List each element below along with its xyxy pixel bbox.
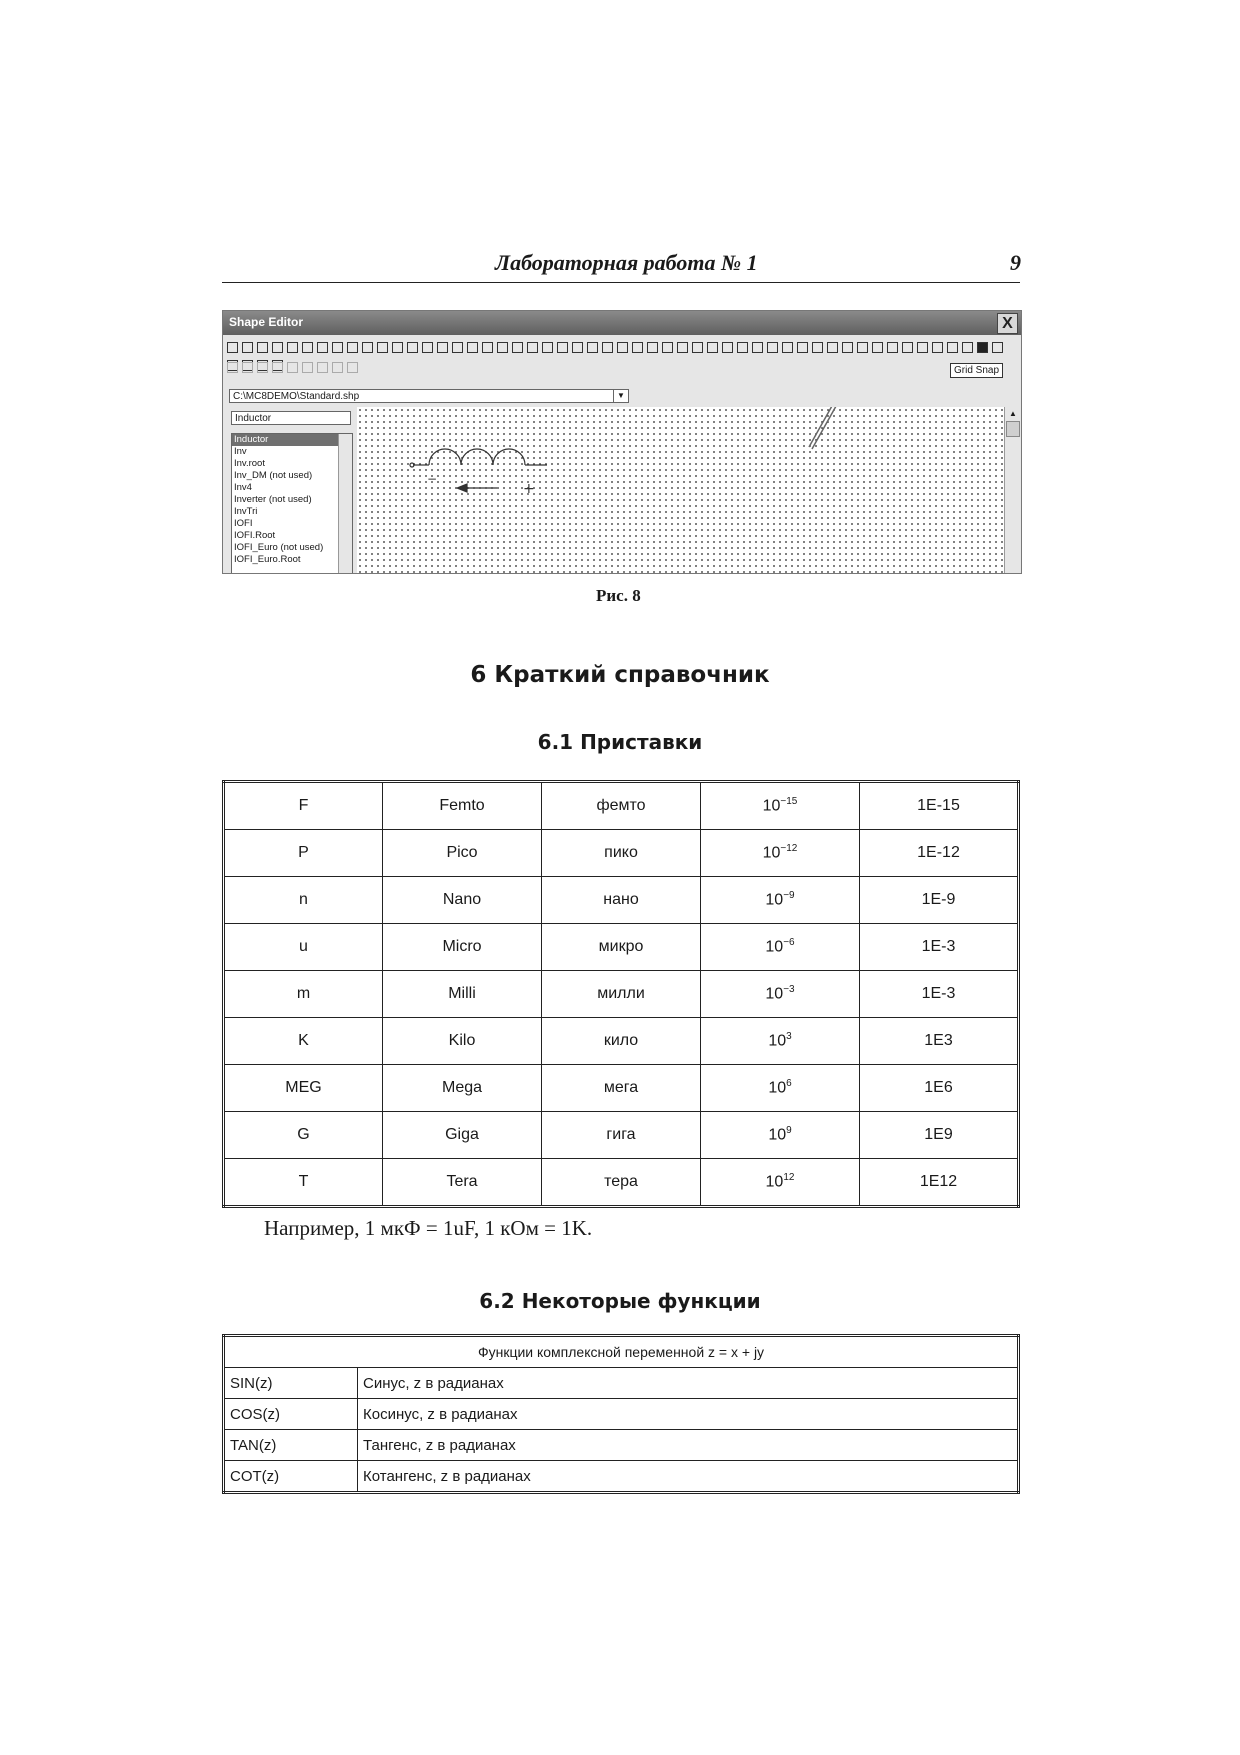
toolbar-tool-icon[interactable] [812, 342, 823, 353]
toolbar-tool-icon[interactable] [527, 342, 538, 353]
prefix-symbol: P [224, 830, 383, 877]
prefix-name: Mega [383, 1065, 542, 1112]
toolbar-tool-icon[interactable] [647, 342, 658, 353]
table-row [224, 1461, 1019, 1493]
prefix-ru: мега [542, 1065, 701, 1112]
power-base: 10 [768, 1032, 787, 1050]
toolbar-tool-icon[interactable] [227, 342, 238, 353]
toolbar-tool-icon[interactable] [782, 342, 793, 353]
toolbar-tool-icon[interactable] [632, 342, 643, 353]
function-name: TAN(z) [224, 1430, 358, 1461]
power-exponent: 12 [783, 1172, 795, 1184]
prefix-sci: 1E-12 [860, 830, 1019, 877]
shape-list-item[interactable]: IOFI_Euro.Root [234, 554, 301, 565]
prefix-power [701, 971, 860, 1018]
toolbar-tool-icon[interactable] [887, 342, 898, 353]
toolbar-tool-icon[interactable] [662, 342, 673, 353]
pin-minus-label: − [427, 472, 438, 486]
shape-list-item[interactable]: Inv.root [234, 458, 265, 469]
toolbar-tool-icon[interactable] [947, 342, 958, 353]
toolbar-tool-icon[interactable] [722, 342, 733, 353]
prefix-name: Milli [383, 971, 542, 1018]
scroll-thumb[interactable] [1006, 421, 1020, 437]
page-number: 9 [1010, 250, 1021, 275]
toolbar-tool-icon[interactable] [677, 342, 688, 353]
prefix-name: Kilo [383, 1018, 542, 1065]
power-exponent: −9 [783, 890, 795, 902]
toolbar-tool-icon[interactable] [692, 342, 703, 353]
toolbar-tool-icon[interactable] [512, 342, 523, 353]
toolbar-tool-icon[interactable] [347, 362, 358, 373]
power-exponent: 6 [786, 1078, 792, 1090]
toolbar-tool-icon[interactable] [392, 342, 403, 353]
list-scrollbar[interactable] [338, 434, 352, 574]
prefix-symbol: MEG [224, 1065, 383, 1112]
prefix-power [701, 924, 860, 971]
prefix-ru: кило [542, 1018, 701, 1065]
shape-file-path: C:\MC8DEMO\Standard.shp [233, 391, 360, 402]
prefix-sci: 1E-3 [860, 924, 1019, 971]
toolbar-tool-icon[interactable] [302, 362, 313, 373]
prefix-sci: 1E6 [860, 1065, 1019, 1112]
power-exponent: −12 [780, 843, 798, 855]
prefix-ru: пико [542, 830, 701, 877]
toolbar-tool-icon[interactable] [347, 342, 358, 353]
toolbar-tool-icon[interactable] [332, 362, 343, 373]
toolbar-tool-icon[interactable] [377, 342, 388, 353]
shape-list-item[interactable]: Inv [234, 446, 247, 457]
figure-caption: Рис. 8 [596, 586, 641, 605]
table-row [224, 1112, 1019, 1159]
shape-list-item[interactable]: IOFI_Euro (not used) [234, 542, 324, 553]
table-row [224, 877, 1019, 924]
grid-snap-tooltip: Grid Snap [950, 363, 1003, 378]
toolbar-tool-icon[interactable] [287, 362, 298, 373]
power-exponent: 3 [786, 1031, 792, 1043]
toolbar-tool-icon[interactable] [977, 342, 988, 353]
prefix-name: Tera [383, 1159, 542, 1207]
window-title: Shape Editor [229, 315, 304, 329]
toolbar-tool-icon[interactable] [497, 342, 508, 353]
prefix-power [701, 1159, 860, 1207]
toolbar-tool-icon[interactable] [707, 342, 718, 353]
prefix-ru: милли [542, 971, 701, 1018]
toolbar-tool-icon[interactable] [362, 342, 373, 353]
toolbar-tool-icon[interactable] [482, 342, 493, 353]
function-description: Синус, z в радианах [358, 1368, 1019, 1399]
current-arrow-head [457, 484, 467, 492]
function-description: Тангенс, z в радианах [358, 1430, 1019, 1461]
function-description: Котангенс, z в радианах [358, 1461, 1019, 1493]
prefix-symbol: K [224, 1018, 383, 1065]
function-name: COT(z) [224, 1461, 358, 1493]
table-row [224, 1430, 1019, 1461]
toolbar-tool-icon[interactable] [902, 342, 913, 353]
toolbar-tool-icon[interactable] [242, 362, 253, 373]
toolbar-tool-icon[interactable] [452, 342, 463, 353]
toolbar-tool-icon[interactable] [227, 362, 238, 373]
toolbar-tool-icon[interactable] [617, 342, 628, 353]
shape-list-item[interactable]: Inv4 [234, 482, 252, 493]
toolbar-tool-icon[interactable] [752, 342, 763, 353]
window-titlebar [223, 311, 1021, 335]
subsection-heading-functions: 6.2 Некоторые функции [479, 1289, 761, 1313]
power-base: 10 [765, 1173, 784, 1191]
power-exponent: 9 [786, 1125, 792, 1137]
shape-list-item[interactable]: IOFI [234, 518, 253, 529]
prefix-sci: 1E12 [860, 1159, 1019, 1207]
prefix-power [701, 1112, 860, 1159]
secondary-toolbar [225, 359, 385, 377]
prefix-power [701, 830, 860, 877]
toolbar-tool-icon[interactable] [872, 342, 883, 353]
toolbar-tool-icon[interactable] [422, 342, 433, 353]
toolbar-tool-icon[interactable] [317, 342, 328, 353]
prefix-symbol: T [224, 1159, 383, 1207]
shape-file-select[interactable] [229, 389, 629, 403]
toolbar-tool-icon[interactable] [317, 362, 328, 373]
functions-table-header: Функции комплексной переменной z = x + jy [224, 1336, 1019, 1368]
power-base: 10 [765, 891, 784, 909]
prefix-ru: гига [542, 1112, 701, 1159]
inductor-coil [429, 449, 525, 465]
toolbar-tool-icon[interactable] [302, 342, 313, 353]
section-heading: 6 Краткий справочник [470, 662, 770, 688]
toolbar-tool-icon[interactable] [767, 342, 778, 353]
prefix-ru: тера [542, 1159, 701, 1207]
subsection-heading-prefixes: 6.1 Приставки [537, 730, 703, 754]
power-exponent: −6 [783, 937, 795, 949]
prefix-ru: микро [542, 924, 701, 971]
power-exponent: −15 [780, 796, 798, 808]
toolbar-tool-icon[interactable] [827, 342, 838, 353]
drawing-canvas[interactable] [357, 407, 1005, 573]
toolbar-tool-icon[interactable] [272, 342, 283, 353]
toolbar-tool-icon[interactable] [557, 342, 568, 353]
shape-list-items [232, 434, 352, 566]
toolbar-tool-icon[interactable] [602, 342, 613, 353]
prefix-power [701, 1018, 860, 1065]
prefix-sci: 1E-9 [860, 877, 1019, 924]
prefix-symbol: n [224, 877, 383, 924]
function-name: COS(z) [224, 1399, 358, 1430]
prefix-power [701, 1065, 860, 1112]
toolbar-tool-icon[interactable] [797, 342, 808, 353]
prefix-sci: 1E-15 [860, 782, 1019, 830]
table-row [224, 1399, 1019, 1430]
table-row [224, 924, 1019, 971]
table-row [224, 1018, 1019, 1065]
toolbar-tool-icon[interactable] [572, 342, 583, 353]
prefix-name: Pico [383, 830, 542, 877]
power-base: 10 [768, 1079, 787, 1097]
prefix-ru: фемто [542, 782, 701, 830]
toolbar-tool-icon[interactable] [932, 342, 943, 353]
prefix-sci: 1E-3 [860, 971, 1019, 1018]
prefix-ru: нано [542, 877, 701, 924]
toolbar-tool-icon[interactable] [467, 342, 478, 353]
table-row [224, 1159, 1019, 1207]
prefix-power [701, 877, 860, 924]
shape-list-item[interactable]: InvTri [234, 506, 258, 517]
shape-list[interactable] [231, 433, 353, 574]
prefix-table [222, 780, 1020, 1208]
power-base: 10 [762, 844, 781, 862]
scroll-up-icon[interactable]: ▲ [1009, 409, 1017, 418]
inductor-shape [357, 407, 1005, 573]
shape-list-item[interactable]: Inv_DM (not used) [234, 470, 313, 481]
toolbar-tool-icon[interactable] [332, 342, 343, 353]
prefix-name: Micro [383, 924, 542, 971]
toolbar-tool-icon[interactable] [257, 342, 268, 353]
toolbar-tool-icon[interactable] [992, 342, 1003, 353]
prefix-sci: 1E9 [860, 1112, 1019, 1159]
toolbar-tool-icon[interactable] [287, 342, 298, 353]
close-icon[interactable]: X [997, 313, 1018, 334]
toolbar-tool-icon[interactable] [842, 342, 853, 353]
function-description: Косинус, z в радианах [358, 1399, 1019, 1430]
canvas-scrollbar[interactable] [1004, 407, 1021, 573]
table-row [224, 830, 1019, 877]
power-base: 10 [762, 797, 781, 815]
power-base: 10 [765, 985, 784, 1003]
shape-editor-screenshot [222, 310, 1022, 574]
header-rule [222, 282, 1020, 283]
prefix-name: Nano [383, 877, 542, 924]
functions-table [222, 1334, 1020, 1494]
table-row [224, 1065, 1019, 1112]
toolbar-tool-icon[interactable] [542, 342, 553, 353]
grid-snap-pointer-arrow [809, 407, 840, 449]
toolbar-tool-icon[interactable] [437, 342, 448, 353]
prefix-name: Femto [383, 782, 542, 830]
shape-name-input[interactable]: Inductor [231, 411, 351, 425]
power-exponent: −3 [783, 984, 795, 996]
prefix-symbol: G [224, 1112, 383, 1159]
function-name: SIN(z) [224, 1368, 358, 1399]
toolbar-tool-icon[interactable] [272, 362, 283, 373]
toolbar-tool-icon[interactable] [587, 342, 598, 353]
table-row [224, 1368, 1019, 1399]
toolbar-tool-icon[interactable] [407, 342, 418, 353]
power-base: 10 [768, 1126, 787, 1144]
prefix-sci: 1E3 [860, 1018, 1019, 1065]
shape-list-item[interactable]: IOFI.Root [234, 530, 276, 541]
toolbar-tool-icon[interactable] [857, 342, 868, 353]
running-header-title: Лабораторная работа № 1 [495, 250, 758, 275]
power-base: 10 [765, 938, 784, 956]
prefix-symbol: F [224, 782, 383, 830]
table-row [224, 782, 1019, 830]
prefix-name: Giga [383, 1112, 542, 1159]
shape-list-item[interactable]: Inductor [232, 434, 352, 446]
prefix-power [701, 782, 860, 830]
table-row [224, 971, 1019, 1018]
prefix-symbol: m [224, 971, 383, 1018]
toolbar-tool-icon[interactable] [242, 342, 253, 353]
chevron-down-icon[interactable]: ▼ [613, 390, 628, 402]
shape-list-item[interactable]: Inverter (not used) [234, 494, 312, 505]
prefix-symbol: u [224, 924, 383, 971]
toolbar-tool-icon[interactable] [257, 362, 268, 373]
main-toolbar [225, 339, 1019, 357]
toolbar-tool-icon[interactable] [917, 342, 928, 353]
toolbar-tool-icon[interactable] [737, 342, 748, 353]
toolbar-tool-icon[interactable] [962, 342, 973, 353]
pin-plus-label: + [523, 481, 535, 497]
example-text: Например, 1 мкФ = 1uF, 1 кОм = 1K. [264, 1216, 593, 1240]
